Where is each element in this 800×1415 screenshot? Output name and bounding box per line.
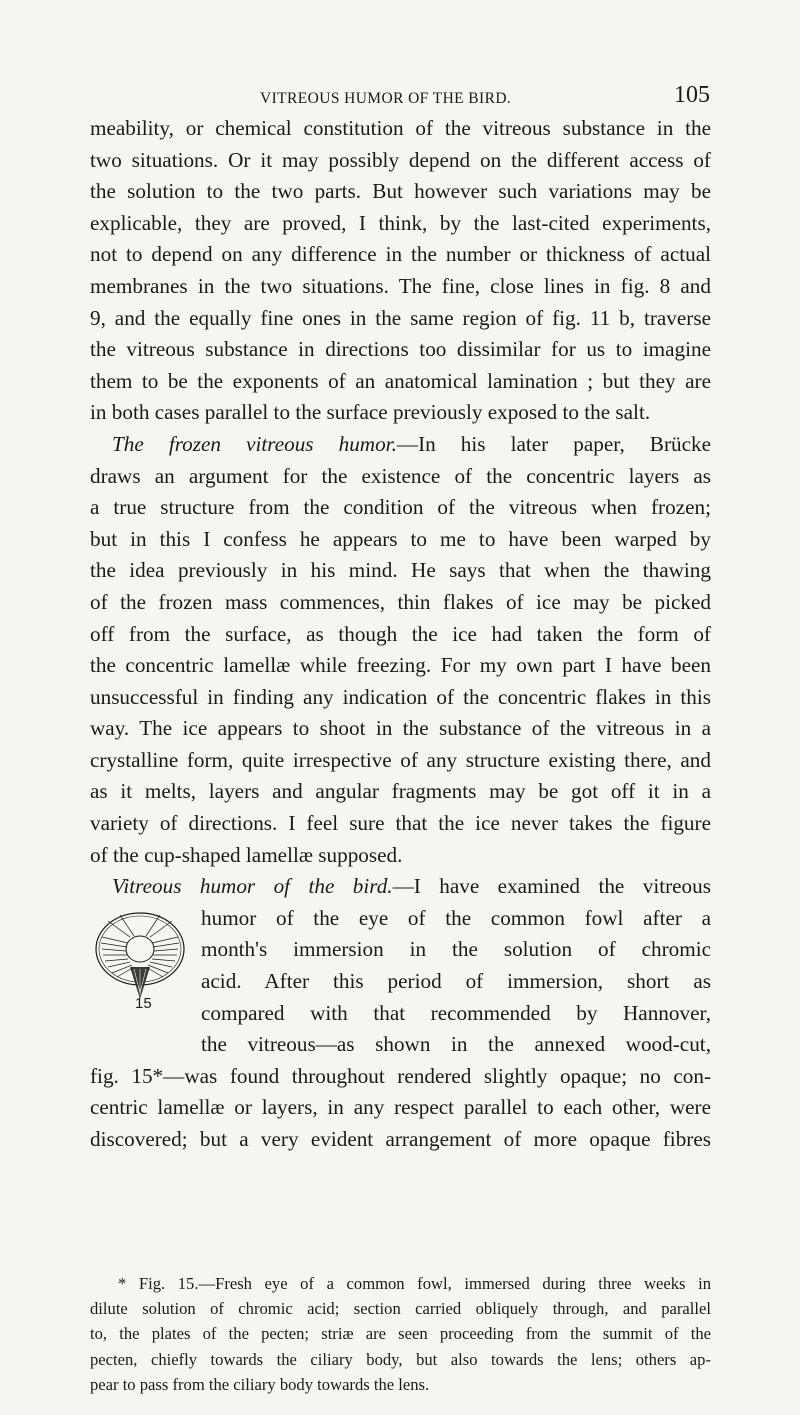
text-line: a true structure from the condition of the vitreous when frozen; [90, 495, 711, 520]
text-line: as it melts, layers and angular fragments may be got off it in a [90, 779, 711, 804]
text-line: not to depend on any difference in the number or thickness of actual [90, 242, 711, 267]
section-heading-line [112, 871, 711, 903]
text-line: variety of directions. I feel sure that the ice never takes the figure [90, 811, 711, 836]
text-line: month's immersion in the solution of chromic [201, 937, 711, 962]
running-head: VITREOUS HUMOR OF THE BIRD. [260, 90, 512, 107]
body-text [90, 113, 711, 1156]
footnote-line: * Fig. 15.—Fresh eye of a common fowl, immersed during three weeks in [118, 1274, 711, 1293]
text-line: of the frozen mass commences, thin flakes of ice may be picked [90, 589, 711, 614]
text-line: explicable, they are proved, I think, by the last-cited experiments, [90, 210, 711, 235]
text-line: membranes in the two situations. The fine, close lines in fig. 8 and [90, 273, 711, 298]
text-line: in both cases parallel to the surface previously exposed to the salt. [90, 400, 651, 425]
text-line: discovered; but a very evident arrangement of more opaque fibres [90, 1127, 711, 1152]
footnote-line: dilute solution of chromic acid; section carried obliquely through, and parallel [90, 1299, 711, 1319]
text-line: centric lamellæ or layers, in any respect parallel to each other, were [90, 1095, 711, 1120]
footnote-line: pecten, chiefly towards the ciliary body, but also towards the lens; others ap- [90, 1349, 711, 1369]
page-number: 105 [674, 82, 710, 108]
text-line: draws an argument for the existence of the concentric layers as [90, 463, 711, 488]
text-line: the vitreous—as shown in the annexed wood-cut, [201, 1032, 711, 1057]
text-line: compared with that recommended by Hannover, [201, 1000, 711, 1025]
footnote-line: pear to pass from the ciliary body towards the lens. [90, 1374, 430, 1394]
text-line: crystalline form, quite irrespective of any structure existing there, and [90, 747, 711, 772]
text-fragment: —I have examined the vitreous [392, 874, 711, 899]
text-line: of the cup-shaped lamellæ supposed. [90, 842, 403, 867]
section-heading-frozen: The frozen vitreous humor. [112, 431, 397, 456]
section-heading-bird: Vitreous humor of the bird. [112, 874, 393, 899]
text-line: the solution to the two parts. But however such variations may be [90, 179, 711, 204]
text-fragment: —In his later paper, Brücke [396, 431, 711, 456]
figure-wrap-block [90, 871, 711, 1061]
section-heading-line [90, 429, 711, 461]
text-line: humor of the eye of the common fowl after a [201, 905, 711, 930]
text-line: but in this I confess he appears to me to have been warped by [90, 526, 711, 551]
text-line: two situations. Or it may possibly depend on the different access of [90, 147, 711, 172]
text-line: 9, and the equally fine ones in the same region of fig. 11 b, traverse [90, 305, 711, 330]
text-line: off from the surface, as though the ice had taken the form of [90, 621, 711, 646]
footnote-line: to, the plates of the pecten; striæ are seen proceeding from the summit of the [90, 1324, 711, 1344]
text-line: them to be the exponents of an anatomical lamination ; but they are [90, 368, 711, 393]
text-line: fig. 15*—was found throughout rendered slightly opaque; no con- [90, 1063, 711, 1088]
page-header [232, 82, 710, 114]
text-line: the vitreous substance in directions too dissimilar for us to imagine [90, 337, 711, 362]
text-line: meability, or chemical constitution of the vitreous substance in the [90, 116, 711, 140]
text-line: the idea previously in his mind. He says that when the thawing [90, 558, 711, 583]
figure-15 [90, 907, 190, 1027]
text-line: way. The ice appears to shoot in the substance of the vitreous in a [90, 716, 711, 741]
figure-label: 15 [135, 995, 152, 1013]
text-line: the concentric lamellæ while freezing. For my own part I have been [90, 653, 711, 678]
text-line: acid. After this period of immersion, short as [201, 969, 711, 994]
text-line: unsuccessful in finding any indication of the concentric flakes in this [90, 684, 711, 709]
footnote [90, 1271, 711, 1397]
